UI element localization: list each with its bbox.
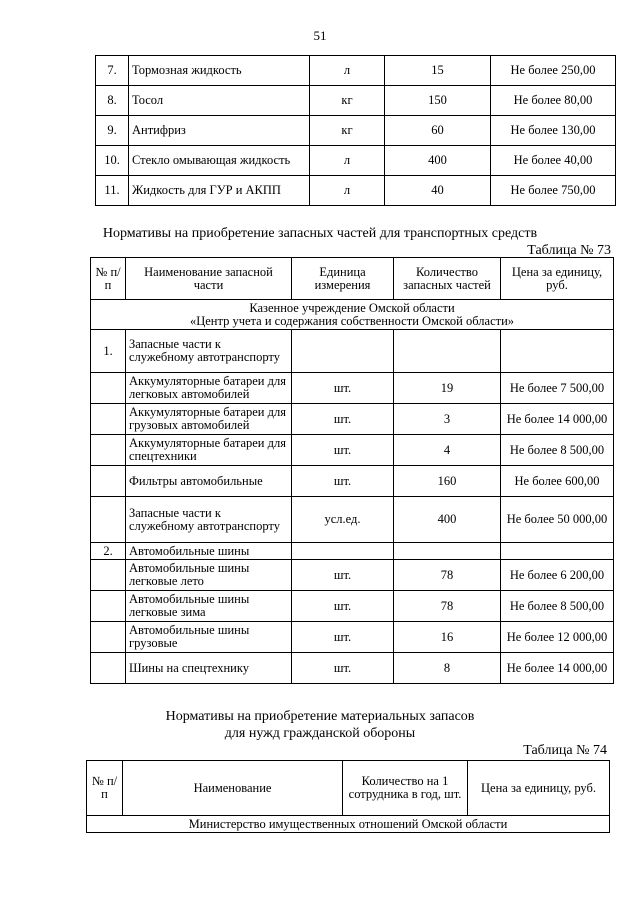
section-74-title-line-1: Нормативы на приобретение материальных запасов bbox=[165, 709, 475, 724]
header-unit: Единица измерения bbox=[292, 258, 394, 300]
row-unit: л bbox=[310, 56, 385, 86]
row-num: 10. bbox=[96, 146, 129, 176]
row-price: Не более 12 000,00 bbox=[501, 622, 614, 653]
row-name: Запасные части к служебному автотранспорту bbox=[126, 497, 292, 543]
row-qty: 15 bbox=[385, 56, 491, 86]
table-row bbox=[91, 404, 614, 435]
group-name: Автомобильные шины bbox=[126, 543, 292, 560]
table-row bbox=[91, 591, 614, 622]
empty-cell bbox=[91, 466, 126, 497]
org-line-2: «Центр учета и содержания собственности Омской области» bbox=[189, 313, 515, 328]
row-unit: шт. bbox=[292, 560, 394, 591]
row-qty: 160 bbox=[394, 466, 501, 497]
row-price: Не более 8 500,00 bbox=[501, 435, 614, 466]
empty-cell bbox=[91, 560, 126, 591]
table-row bbox=[96, 56, 616, 86]
row-name: Автомобильные шины легковые лето bbox=[126, 560, 292, 591]
group-num: 1. bbox=[91, 330, 126, 373]
header-name: Наименование bbox=[123, 761, 343, 816]
empty-cell bbox=[394, 330, 501, 373]
row-name: Тосол bbox=[129, 86, 310, 116]
group-row-1 bbox=[91, 330, 614, 373]
row-unit: кг bbox=[310, 116, 385, 146]
row-unit: усл.ед. bbox=[292, 497, 394, 543]
group-num: 2. bbox=[91, 543, 126, 560]
row-name: Тормозная жидкость bbox=[129, 56, 310, 86]
row-price: Не более 250,00 bbox=[491, 56, 616, 86]
row-name: Стекло омывающая жидкость bbox=[129, 146, 310, 176]
empty-cell bbox=[91, 373, 126, 404]
empty-cell bbox=[292, 543, 394, 560]
row-unit: шт. bbox=[292, 591, 394, 622]
group-name: Запасные части к служебному автотранспорту bbox=[126, 330, 292, 373]
row-unit: шт. bbox=[292, 435, 394, 466]
row-price: Не более 14 000,00 bbox=[501, 653, 614, 684]
row-qty: 78 bbox=[394, 591, 501, 622]
row-name: Автомобильные шины легковые зима bbox=[126, 591, 292, 622]
row-price: Не более 130,00 bbox=[491, 116, 616, 146]
table-header-row bbox=[91, 258, 614, 300]
page-number: 51 bbox=[313, 28, 327, 43]
row-price: Не более 14 000,00 bbox=[501, 404, 614, 435]
empty-cell bbox=[91, 622, 126, 653]
empty-cell bbox=[91, 497, 126, 543]
empty-cell bbox=[91, 435, 126, 466]
group-row-2 bbox=[91, 543, 614, 560]
row-unit: л bbox=[310, 146, 385, 176]
row-name: Аккумуляторные батареи для легковых автомобилей bbox=[126, 373, 292, 404]
row-qty: 40 bbox=[385, 176, 491, 206]
table-row bbox=[91, 653, 614, 684]
empty-cell bbox=[501, 330, 614, 373]
header-price: Цена за единицу, руб. bbox=[501, 258, 614, 300]
row-unit: шт. bbox=[292, 466, 394, 497]
table-row bbox=[91, 466, 614, 497]
row-price: Не более 6 200,00 bbox=[501, 560, 614, 591]
row-price: Не более 40,00 bbox=[491, 146, 616, 176]
table-row bbox=[91, 497, 614, 543]
row-qty: 78 bbox=[394, 560, 501, 591]
row-num: 11. bbox=[96, 176, 129, 206]
header-price: Цена за единицу, руб. bbox=[468, 761, 610, 816]
header-name: Наименование запасной части bbox=[126, 258, 292, 300]
row-unit: шт. bbox=[292, 373, 394, 404]
row-qty: 150 bbox=[385, 86, 491, 116]
row-price: Не более 7 500,00 bbox=[501, 373, 614, 404]
row-unit: шт. bbox=[292, 622, 394, 653]
header-qty: Количество на 1 сотрудника в год, шт. bbox=[343, 761, 468, 816]
row-unit: л bbox=[310, 176, 385, 206]
row-name: Фильтры автомобильные bbox=[126, 466, 292, 497]
row-num: 8. bbox=[96, 86, 129, 116]
fluids-table bbox=[95, 55, 616, 206]
header-num: № п/п bbox=[91, 258, 126, 300]
table-row bbox=[91, 622, 614, 653]
row-qty: 400 bbox=[394, 497, 501, 543]
table-row bbox=[96, 146, 616, 176]
header-qty: Количество запасных частей bbox=[394, 258, 501, 300]
org-row bbox=[91, 300, 614, 330]
section-74-title-line-2: для нужд гражданской обороны bbox=[224, 726, 416, 741]
row-price: Не более 750,00 bbox=[491, 176, 616, 206]
org-cell: Министерство имущественных отношений Омской области bbox=[87, 816, 610, 833]
row-unit: шт. bbox=[292, 653, 394, 684]
row-num: 7. bbox=[96, 56, 129, 86]
row-name: Автомобильные шины грузовые bbox=[126, 622, 292, 653]
civil-defense-table bbox=[86, 760, 610, 833]
table-row bbox=[91, 435, 614, 466]
table-row bbox=[96, 116, 616, 146]
row-name: Шины на спецтехнику bbox=[126, 653, 292, 684]
org-row bbox=[87, 816, 610, 833]
table-row bbox=[91, 560, 614, 591]
row-qty: 19 bbox=[394, 373, 501, 404]
empty-cell bbox=[394, 543, 501, 560]
empty-cell bbox=[292, 330, 394, 373]
table-74-label: Таблица № 74 bbox=[523, 743, 607, 758]
row-qty: 60 bbox=[385, 116, 491, 146]
table-73-label: Таблица № 73 bbox=[527, 243, 611, 258]
row-qty: 8 bbox=[394, 653, 501, 684]
row-qty: 4 bbox=[394, 435, 501, 466]
row-num: 9. bbox=[96, 116, 129, 146]
row-unit: шт. bbox=[292, 404, 394, 435]
spare-parts-table bbox=[90, 257, 614, 684]
row-name: Антифриз bbox=[129, 116, 310, 146]
header-num: № п/п bbox=[87, 761, 123, 816]
row-qty: 3 bbox=[394, 404, 501, 435]
table-header-row bbox=[87, 761, 610, 816]
org-line-1: Казенное учреждение Омской области bbox=[249, 300, 455, 315]
row-price: Не более 50 000,00 bbox=[501, 497, 614, 543]
row-qty: 16 bbox=[394, 622, 501, 653]
table-row bbox=[96, 86, 616, 116]
row-price: Не более 80,00 bbox=[491, 86, 616, 116]
org-cell bbox=[91, 300, 614, 330]
table-row bbox=[96, 176, 616, 206]
row-name: Жидкость для ГУР и АКПП bbox=[129, 176, 310, 206]
row-qty: 400 bbox=[385, 146, 491, 176]
empty-cell bbox=[501, 543, 614, 560]
row-name: Аккумуляторные батареи для грузовых автомобилей bbox=[126, 404, 292, 435]
section-73-title: Нормативы на приобретение запасных частей для транспортных средств bbox=[102, 226, 538, 241]
row-price: Не более 8 500,00 bbox=[501, 591, 614, 622]
row-name: Аккумуляторные батареи для спецтехники bbox=[126, 435, 292, 466]
empty-cell bbox=[91, 591, 126, 622]
empty-cell bbox=[91, 653, 126, 684]
empty-cell bbox=[91, 404, 126, 435]
row-unit: кг bbox=[310, 86, 385, 116]
table-row bbox=[91, 373, 614, 404]
row-price: Не более 600,00 bbox=[501, 466, 614, 497]
